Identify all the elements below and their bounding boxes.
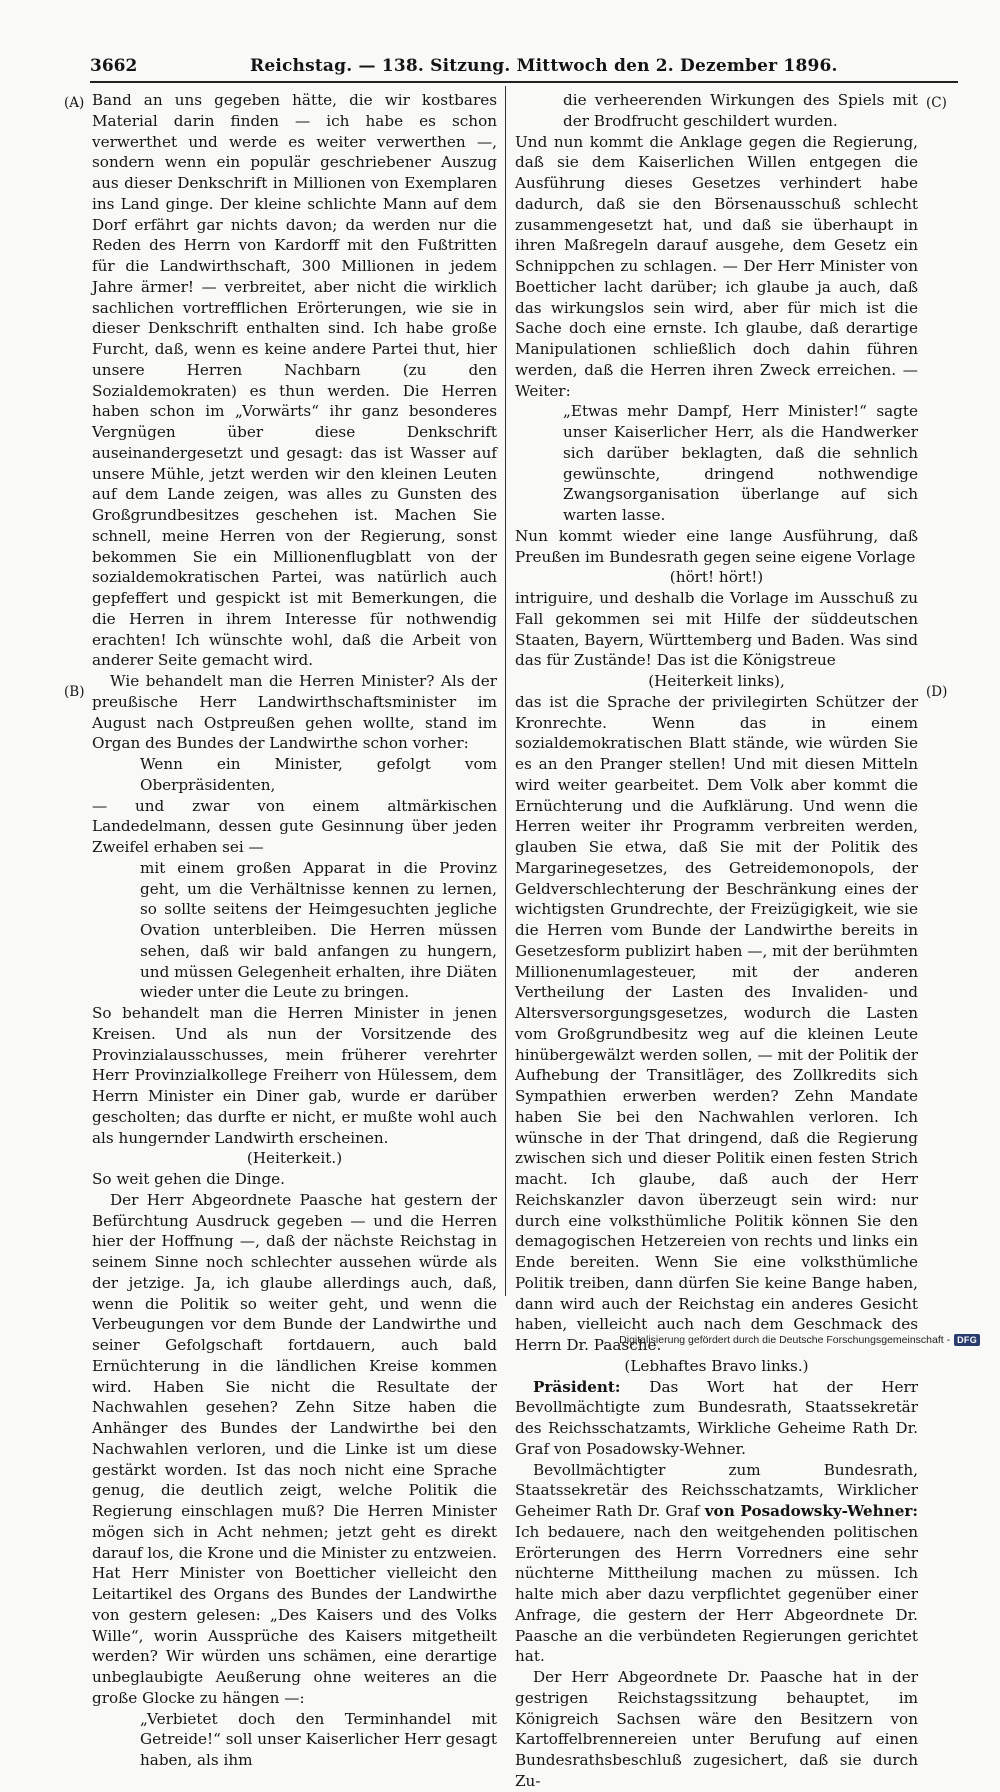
- paragraph: [92, 754, 497, 796]
- paragraph-text: Das Wort hat der Herr Bevollmächtigte zum Bundesrath, Staatssekretär des Reichsschatzamts, Wirkliche Geheime Rath Dr. Graf von Posadowsky-Wehner.: [515, 1377, 918, 1458]
- paragraph: [515, 526, 918, 568]
- speaker-title: Bevollmächtigter zum Bundesrath, Staatssekretär des Reichsschatzamts, Wirklicher Geheimer Rath Dr. Graf: [515, 1460, 918, 1520]
- paragraph-text: „Etwas mehr Dampf, Herr Minister!“ sagte unser Kaiserlicher Herr, als die Handwerker sich darüber beklagten, daß die sehnlich gewünschte, dringend nothwendige Zwangsorganisation überlange auf sich warten lasse.: [563, 402, 918, 524]
- paragraph: [92, 671, 497, 754]
- paragraph-text: mit einem großen Apparat in die Provinz geht, um die Verhältnisse kennen zu lernen, so sollte seitens der Heimgesuchten jegliche Ovation unterbleiben. Die Herren müssen sehen, daß wir bald anfangen zu hungern, und müssen Gelegenheit erhalten, ihre Diäten wieder unter die Leute zu bringen.: [140, 858, 497, 1002]
- paragraph: [515, 132, 918, 402]
- paragraph: [515, 588, 918, 671]
- paragraph-text: (Heiterkeit links),: [648, 672, 785, 690]
- paragraph: [92, 796, 497, 858]
- paragraph: [515, 90, 918, 132]
- running-head: Reichstag. — 138. Sitzung. Mittwoch den 2. Dezember 1896.: [250, 56, 838, 76]
- page-header: [90, 56, 958, 82]
- paragraph: [515, 1377, 918, 1460]
- paragraph-text: „Verbietet doch den Terminhandel mit Getreide!“ soll unser Kaiserlicher Herr gesagt haben, als ihm: [140, 1709, 497, 1769]
- paragraph-text: Wenn ein Minister, gefolgt vom Oberpräsidenten,: [140, 755, 497, 794]
- dfg-logo: DFG: [954, 1334, 980, 1346]
- paragraph-text: (Heiterkeit.): [246, 1149, 343, 1168]
- paragraph-text: Band an uns gegeben hätte, die wir kostbares Material darin finden — ich habe es schon verwerthet und werde es weiter verwerthen —, sondern wenn ein populär geschriebener Auszug aus dieser Denkschrift in Millionen von Exemplaren ins Land ginge. Der kleine schlichte Mann auf dem Dorf erfährt gar nichts davon; da werden nur die Reden des Herrn von Kardorff mit den Fußtritten für die Landwirthschaft, 300 Millionen in jedem Jahre ärmer! — verbreitet, aber nicht die wirklich sachlichen vortrefflichen Erörterungen, wie sie in dieser Denkschrift enthalten sind. Ich habe große Furcht, daß, wenn es keine andere Partei thut, hier unsere Herren Nachbarn (zu den Sozialdemokraten) es thun werden. Die Herren haben schon im „Vorwärts“ ihr ganz besonderes Vergnügen über diese Denkschrift auseinandergesetzt und gesagt: das ist Wasser auf unsere Mühle, jetzt werden wir den kleinen Leuten auf dem Lande zeigen, was alles zu Gunsten des Großgrundbesitzes geschehen ist. Machen Sie schnell, meine Herren von der Regierung, sonst bekommen Sie ein Millionenflugblatt von der sozialdemokratischen Partei, was natürlich auch gepfeffert und gespickt ist mit Bemerkungen, die die Herren in ihrem Interesse für nothwendig erachten! Ich wünschte wohl, daß die Arbeit von anderer Seite gemacht wird.: [92, 91, 497, 670]
- paragraph-text: — und zwar von einem altmärkischen Landedelmann, dessen gute Gesinnung über jeden Zweifel erhaben sei —: [92, 796, 497, 856]
- paragraph: [92, 1190, 497, 1709]
- paragraph: [92, 1709, 497, 1771]
- paragraph-text: So behandelt man die Herren Minister in jenen Kreisen. Und als nun der Vorsitzende des Provinzialausschusses, mein früherer verehrter Herr Provinzialkollege Freiherr von Hülessem, dem Herrn Minister ein Diner gab, wurde er darüber gescholten; das durfte er nicht, er mußte wohl auch als hungernder Landwirth erscheinen.: [92, 1004, 497, 1147]
- speaker-name: Präsident:: [533, 1377, 621, 1396]
- speaker-name: von Posadowsky-Wehner:: [704, 1502, 918, 1520]
- column-divider: [505, 86, 506, 1296]
- interjection: [515, 567, 918, 588]
- paragraph: [515, 1667, 918, 1792]
- paragraph: [92, 858, 497, 1003]
- footer-credit-text: Digitalisierung gefördert durch die Deutsche Forschungsgemeinschaft -: [619, 1334, 951, 1346]
- paragraph-text: Der Herr Abgeordnete Dr. Paasche hat in der gestrigen Reichstagssitzung behauptet, im Königreich Sachsen wäre den Besitzern von Kartoffelbrennereien unter Berufung auf einen Bundesrathsbeschluß zugesichert, daß sie durch Zu-: [515, 1668, 918, 1790]
- paragraph-text: die verheerenden Wirkungen des Spiels mit der Brodfrucht geschildert wurden.: [563, 91, 918, 130]
- margin-marker-d: (D): [926, 684, 948, 700]
- paragraph-text: Der Herr Abgeordnete Paasche hat gestern der Befürchtung Ausdruck gegeben — und die Herren hier der Hoffnung —, daß der nächste Reichstag in seinem Sinne noch schlechter aussehen würde als der jetzige. Ja, ich glaube allerdings auch, daß, wenn die Politik so weiter geht, und wenn die Verbeugungen vor dem Bunde der Landwirthe und seiner Gefolgschaft fortdauern, auch bald Ernüchterung in die ländlichen Kreise kommen wird. Haben Sie nicht die Resultate der Nachwahlen gesehen? Zehn Sitze haben die Anhänger des Bundes der Landwirthe bei den Nachwahlen verloren, und die Linke ist um diese gestärkt worden. Ist das noch nicht eine Sprache genug, die deutlich zeigt, welche Politik die Regierung einschlagen muß? Die Herren Minister mögen sich in Acht nehmen; jetzt geht es direkt darauf los, die Krone und die Minister zu entzweien. Hat Herr Minister von Boetticher vielleicht den Leitartikel des Organs des Bundes der Landwirthe von gestern gelesen: „Des Kaisers und des Volks Wille“, worin Aussprüche des Kaisers mitgetheilt werden? Wir würden uns schämen, eine derartige unbeglaubigte Aeußerung ohne weiteres an die große Glocke zu hängen —:: [92, 1190, 497, 1707]
- footer-credit: [619, 1334, 980, 1346]
- interjection: [92, 1148, 497, 1169]
- right-column: [515, 90, 918, 1792]
- paragraph-text: intriguire, und deshalb die Vorlage im Ausschuß zu Fall gekommen sei mit Hilfe der süddeutschen Staaten, Bayern, Württemberg und Baden. Was sind das für Zustände! Das ist die Königstreue: [515, 589, 918, 670]
- paragraph-text: (Lebhaftes Bravo links.): [624, 1356, 809, 1375]
- paragraph-text: Wie behandelt man die Herren Minister? Als der preußische Herr Landwirthschaftsminister im August nach Ostpreußen gehen wollte, stand im Organ des Bundes der Landwirthe schon vorher:: [92, 672, 497, 753]
- margin-marker-a: (A): [64, 95, 85, 111]
- paragraph: [92, 90, 497, 671]
- paragraph: [515, 401, 918, 526]
- header-rule: [90, 81, 958, 83]
- paragraph-text: Nun kommt wieder eine lange Ausführung, daß Preußen im Bundesrath gegen seine eigene Vorlage: [515, 526, 918, 566]
- paragraph: [515, 692, 918, 1356]
- interjection: [515, 1356, 918, 1377]
- paragraph-text: Und nun kommt die Anklage gegen die Regierung, daß sie dem Kaiserlichen Willen entgegen die Ausführung dieses Gesetzes verhindert habe dadurch, daß sie den Börsenausschuß schlecht zusammengesetzt hat, und daß sie überhaupt in ihren Maßregeln darauf ausgehe, dem Gesetz ein Schnippchen zu schlagen. — Der Herr Minister von Boetticher lacht darüber; ich glaube ja auch, daß das wirkungslos sein wird, aber für mich ist die Sache doch eine ernste. Ich glaube, daß derartige Manipulationen schließlich doch dahin führen werden, daß die Herren ihren Zweck erreichen. — Weiter:: [515, 132, 918, 400]
- page-number: 3662: [90, 56, 138, 76]
- paragraph: [515, 1460, 918, 1668]
- paragraph: [92, 1003, 497, 1148]
- interjection: [515, 671, 918, 692]
- left-column: [92, 90, 497, 1771]
- paragraph-text: Ich bedauere, nach den weitgehenden politischen Erörterungen des Herrn Vorredners eine sehr nüchterne Mittheilung machen zu müssen. Ich halte mich aber dazu verpflichtet gegenüber einer Anfrage, die gestern der Herr Abgeordnete Dr. Paasche an die verbündeten Regierungen gerichtet hat.: [515, 1522, 918, 1666]
- paragraph-text: das ist die Sprache der privilegirten Schützer der Kronrechte. Wenn das in einem sozialdemokratischen Blatt stände, wie würden Sie es an den Pranger stellen! Und mit diesen Mitteln wird weiter gearbeitet. Dem Volk aber kommt die Ernüchterung und die Aufklärung. Und wenn die Herren weiter ihr Programm verbreiten werden, glauben Sie etwa, daß Sie mit der Politik des Margarinegesetzes, des Getreidemonopols, der Geldverschlechterung der Beschränkung eines der wichtigsten Grundrechte, der Freizügigkeit, wie sie die Herren vom Bunde der Landwirthe bereits in Gesetzesform publizirt haben —, mit der berühmten Millionenumlagesteuer, mit der anderen Vertheilung der Lasten des Invaliden- und Altersversorgungsgesetzes, wodurch die Lasten vom Großgrundbesitz weg auf die kleinen Leute hinübergewälzt werden sollen, — mit der Politik der Aufhebung der Transitläger, des Zollkredits sich Sympathien erwerben werden? Zehn Mandate haben Sie bei den Nachwahlen verloren. Ich wünsche in der That dringend, daß die Regierung zwischen sich und dieser Politik einen festen Strich macht. Ich glaube, daß auch der Herr Reichskanzler davon überzeugt sein wird: nur durch eine volksthümliche Politik können Sie den demagogischen Hetzereien von rechts und links ein Ende bereiten. Wenn Sie eine volksthümliche Politik treiben, dann dürfen Sie keine Bange haben, dann wird auch der Reichstag ein anderes Gesicht haben, vielleicht auch nach dem Geschmack des Herrn Dr. Paasche.: [515, 692, 918, 1354]
- paragraph: [92, 1169, 497, 1190]
- paragraph-text: So weit gehen die Dinge.: [92, 1170, 285, 1188]
- margin-marker-c: (C): [926, 95, 947, 111]
- margin-marker-b: (B): [64, 684, 85, 700]
- paragraph-text: (hört! hört!): [669, 568, 764, 587]
